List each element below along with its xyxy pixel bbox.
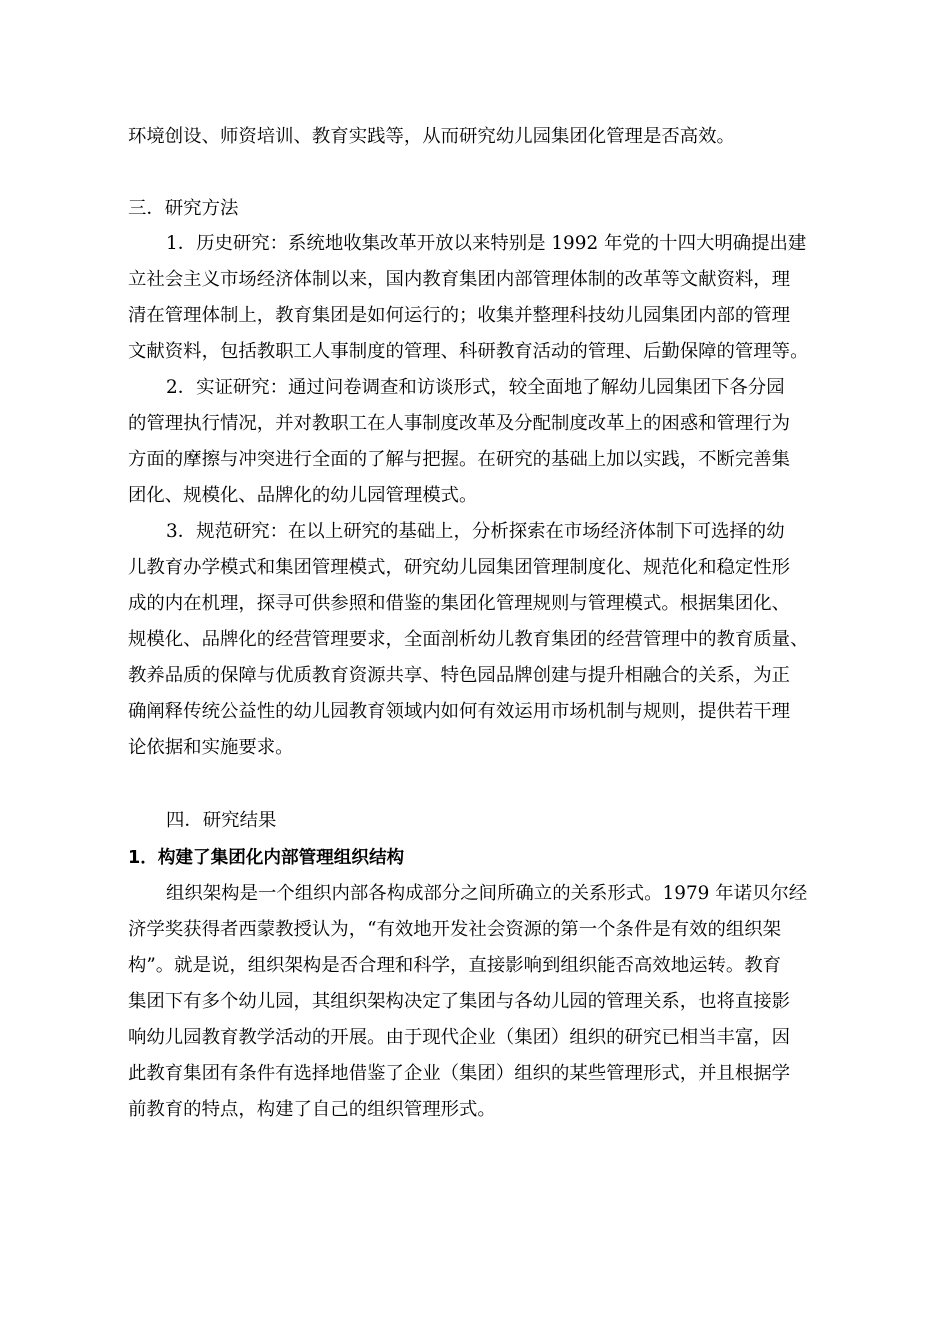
text-line: 立社会主义市场经济体制以来，国内教育集团内部管理体制的改革等文献资料，理 <box>128 269 791 290</box>
text-line: 济学奖获得者西蒙教授认为，“有效地开发社会资源的第一个条件是有效的组织架 <box>128 919 782 940</box>
text-line: 确阐释传统公益性的幼儿园教育领域内如何有效运用市场机制与规则，提供若干理 <box>128 701 791 722</box>
text-line: 规模化、品牌化的经营管理要求，全面剖析幼儿教育集团的经营管理中的教育质量、 <box>128 629 809 650</box>
text-line: 构”。就是说，组织架构是否合理和科学，直接影响到组织能否高效地运转。教育 <box>128 955 782 976</box>
text-line: 组织架构是一个组织内部各构成部分之间所确立的关系形式。1979 年诺贝尔经 <box>166 883 808 904</box>
text-line: 1．历史研究：系统地收集改革开放以来特别是 1992 年党的十四大明确提出建 <box>166 233 807 254</box>
section-heading-methods: 三．研究方法 <box>128 198 239 219</box>
text-line: 响幼儿园教育教学活动的开展。由于现代企业（集团）组织的研究已相当丰富，因 <box>128 1027 791 1048</box>
text-line: 前教育的特点，构建了自己的组织管理形式。 <box>128 1099 496 1120</box>
text-line: 方面的摩擦与冲突进行全面的了解与把握。在研究的基础上加以实践，不断完善集 <box>128 449 791 470</box>
text-line: 成的内在机理，探寻可供参照和借鉴的集团化管理规则与管理模式。根据集团化、 <box>128 593 791 614</box>
text-line: 团化、规模化、品牌化的幼儿园管理模式。 <box>128 485 478 506</box>
text-line: 的管理执行情况，并对教职工在人事制度改革及分配制度改革上的困惑和管理行为 <box>128 413 791 434</box>
section-heading-results: 四．研究结果 <box>166 810 277 831</box>
text-line: 儿教育办学模式和集团管理模式，研究幼儿园集团管理制度化、规范化和稳定性形 <box>128 557 791 578</box>
text-line: 3．规范研究：在以上研究的基础上，分析探索在市场经济体制下可选择的幼 <box>166 521 785 542</box>
text-line: 教养品质的保障与优质教育资源共享、特色园品牌创建与提升相融合的关系，为正 <box>128 665 791 686</box>
text-line: 论依据和实施要求。 <box>128 737 294 758</box>
text-line: 文献资料，包括教职工人事制度的管理、科研教育活动的管理、后勤保障的管理等。 <box>128 341 809 362</box>
subsection-heading: 1．构建了集团化内部管理组织结构 <box>128 848 405 868</box>
text-line: 清在管理体制上，教育集团是如何运行的；收集并整理科技幼儿园集团内部的管理 <box>128 305 791 326</box>
text-line: 此教育集团有条件有选择地借鉴了企业（集团）组织的某些管理形式，并且根据学 <box>128 1063 791 1084</box>
text-line: 环境创设、师资培训、教育实践等，从而研究幼儿园集团化管理是否高效。 <box>128 126 735 147</box>
text-line: 集团下有多个幼儿园，其组织架构决定了集团与各幼儿园的管理关系，也将直接影 <box>128 991 791 1012</box>
text-line: 2．实证研究：通过问卷调查和访谈形式，较全面地了解幼儿园集团下各分园 <box>166 377 785 398</box>
